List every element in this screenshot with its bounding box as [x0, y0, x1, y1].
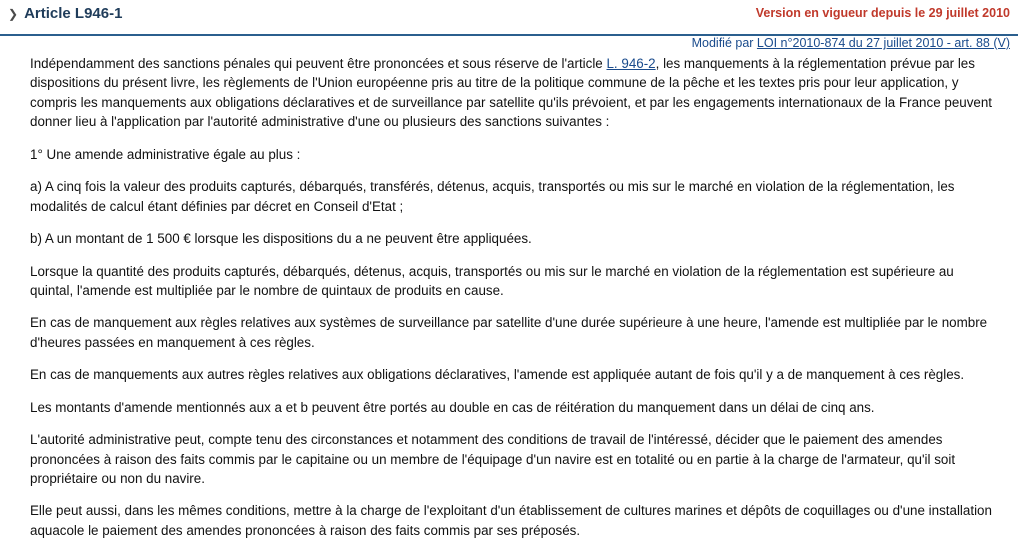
paragraph-intro: [30, 54, 996, 132]
chevron-right-icon[interactable]: ❯: [8, 6, 19, 21]
paragraph-quantity: Lorsque la quantité des produits capturés, débarqués, détenus, acquis, transportés ou mis sur le marché en violation de la réglementation est supérieure au quintal, l'amende est multipliée par le nombre de quintaux de produits en cause.: [30, 263, 954, 298]
paragraph-repeat-offence: Les montants d'amende mentionnés aux a et b peuvent être portés au double en cas de réitération du manquement dans un délai de cinq ans.: [30, 399, 875, 415]
page-title: [8, 5, 122, 22]
article-body: [0, 52, 1018, 553]
paragraph-intro-part2: , les manquements à la réglementation prévue par les dispositions du présent livre, les règlements de l'Union européenne pris au titre de la politique commune de la pêche et les textes pris pour leur application, y compris les manquements aux obligations déclaratives et de surveillance par satellite qu'ils prévoient, et par les engagements internationaux de la France peuvent donner lieu à l'application par l'autorité administrative d'une ou plusieurs des sanctions suivantes :: [30, 56, 993, 130]
paragraph-declarative: En cas de manquements aux autres règles relatives aux obligations déclaratives, l'amende est appliquée autant de fois qu'il y a de manquement à ces règles.: [30, 367, 965, 383]
version-status: Version en vigueur depuis le 29 juillet 2010: [755, 6, 1010, 20]
document-header: [0, 0, 1018, 36]
modified-by-prefix: Modifié par: [691, 36, 757, 50]
paragraph-authority: L'autorité administrative peut, compte tenu des circonstances et notamment des conditions de travail de l'intéressé, décider que le paiement des amendes prononcées à raison des faits commis par le capitaine ou un membre de l'équipage d'un navire est en totalité ou en partie à la charge de l'armateur, qu'il soit propriétaire ou non du navire.: [30, 432, 956, 486]
article-reference-link[interactable]: L. 946-2: [606, 56, 656, 71]
paragraph-aquaculture: Elle peut aussi, dans les mêmes conditions, mettre à la charge de l'exploitant d'un établissement de cultures marines et dépôts de coquillages ou d'une installation aquacole le paiement des amendes prononcées à raison des faits commis par ses préposés.: [30, 503, 992, 538]
paragraph-item-b: b) A un montant de 1 500 € lorsque les dispositions du a ne peuvent être appliquées.: [30, 231, 532, 247]
article-title-text: Article L946-1: [24, 5, 123, 22]
modified-by-link[interactable]: LOI n°2010-874 du 27 juillet 2010 - art. 88 (V): [756, 36, 1010, 50]
paragraph-item-a: a) A cinq fois la valeur des produits capturés, débarqués, transférés, détenus, acquis, transportés ou mis sur le marché en violation de la réglementation, les modalités de calcul étant définies par décret en Conseil d'Etat ;: [30, 179, 955, 214]
paragraph-satellite: En cas de manquement aux règles relatives aux systèmes de surveillance par satellite d'une durée supérieure à une heure, l'amende est multipliée par le nombre d'heures passées en manquement à ces règles.: [30, 315, 988, 350]
paragraph-item-1: 1° Une amende administrative égale au plus :: [30, 146, 301, 162]
paragraph-intro-part1: Indépendamment des sanctions pénales qui peuvent être prononcées et sous réserve de l'article: [30, 56, 607, 71]
modified-by-line: [692, 36, 1010, 50]
